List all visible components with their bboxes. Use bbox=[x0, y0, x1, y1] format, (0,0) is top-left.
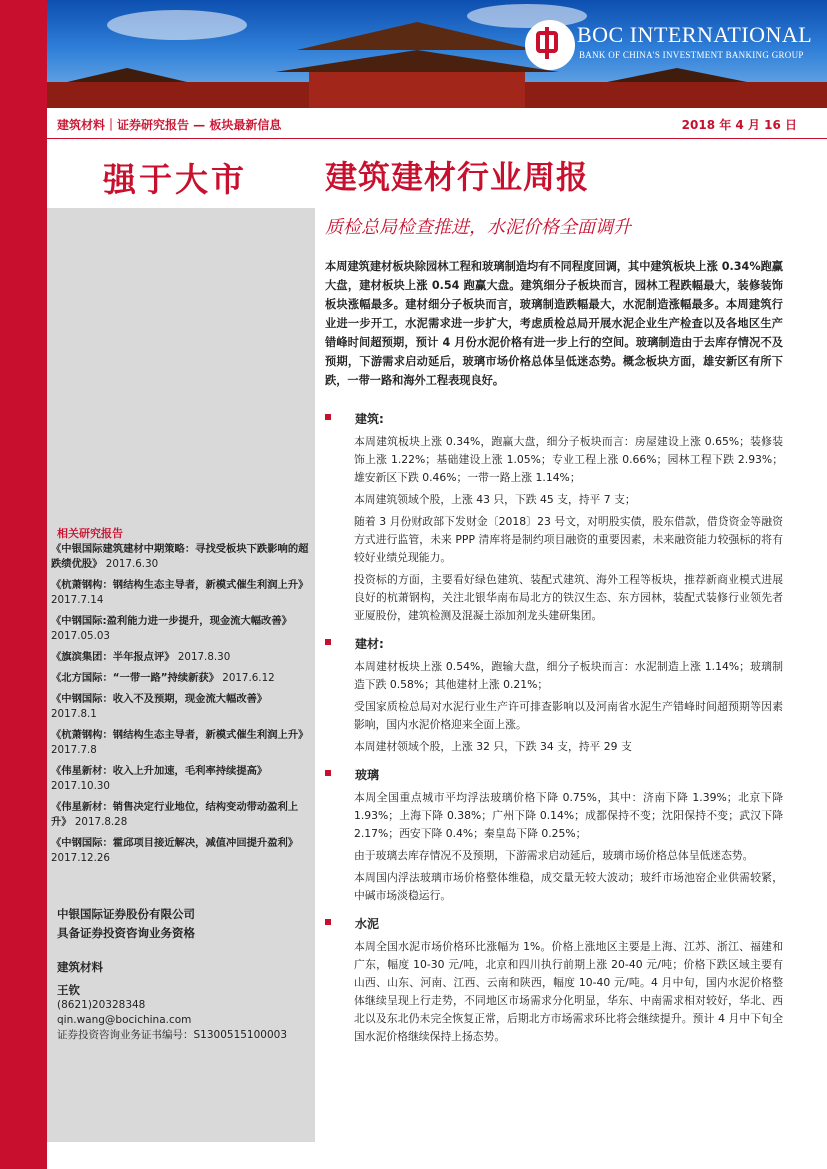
palace-hall bbox=[309, 72, 525, 108]
related-report-date: 2017.8.28 bbox=[74, 816, 128, 828]
related-report-name: 《中钢国际：收入不及预期，现金流大幅改善》 bbox=[51, 693, 268, 705]
cloud-decoration bbox=[107, 10, 247, 40]
square-bullet-icon bbox=[325, 919, 331, 925]
report-content bbox=[325, 410, 783, 1056]
analyst-info bbox=[57, 960, 287, 1043]
report-subheader bbox=[47, 108, 827, 139]
related-report-item bbox=[51, 671, 313, 686]
section-paragraph: 本周建材板块上涨 0.54%，跑输大盘，细分子板块而言：水泥制造上涨 1.14%；玻璃制造下跌 0.58%；其他建材上涨 0.21%； bbox=[354, 660, 783, 691]
report-date: 2018 年 4 月 16 日 bbox=[681, 118, 797, 132]
section-paragraph: 本周国内浮法玻璃市场价格整体维稳，成交量无较大波动；玻纤市场池窑企业供需较紧，中碱市场淡稳运行。 bbox=[354, 871, 783, 902]
header-banner bbox=[47, 0, 827, 108]
related-report-date: 2017.8.30 bbox=[177, 651, 231, 663]
section-heading-text: 水泥 bbox=[355, 917, 380, 931]
related-reports-list bbox=[51, 542, 313, 872]
related-report-date: 2017.6.30 bbox=[105, 558, 159, 570]
related-report-name: 《杭萧钢构：钢结构生态主导者，新模式催生利润上升》 bbox=[51, 579, 309, 591]
palace-roof bbox=[275, 50, 559, 72]
side-roof bbox=[607, 68, 747, 82]
related-report-item bbox=[51, 764, 313, 794]
related-report-item bbox=[51, 800, 313, 830]
related-report-name: 《北方国际：“一带一路”持续新获》 bbox=[51, 672, 219, 684]
side-roof bbox=[67, 68, 187, 82]
related-report-date: 2017.6.12 bbox=[222, 672, 275, 684]
related-report-date: 2017.7.8 bbox=[51, 744, 97, 756]
square-bullet-icon bbox=[325, 639, 331, 645]
related-report-name: 《中钢国际:盈利能力进一步提升，现金流大幅改善》 bbox=[51, 615, 292, 627]
report-summary: 本周建筑建材板块除园林工程和玻璃制造均有不同程度回调，其中建筑板块上涨 0.34%跑赢大盘，建材板块上涨 0.54 跑赢大盘。建筑细分子板块而言，园林工程跌幅最大，装修装饰板块涨幅最多。建材细分子板块而言，玻璃制造跌幅最大，水泥制造涨幅最多。本周建筑行业进一步开工，水泥需求进一步扩大，考虑质检总局开展水泥企业生产检查以及各地区生产错峰时间超预期，预计 4 月份水泥价格有进一步上行的空间。玻璃制造由于去库存情况不及预期，下游需求启动延后，玻璃市场价格总体呈低迷态势。概念板块方面，雄安新区有所下跌，一带一路和海外工程表现良好。 bbox=[325, 260, 783, 387]
sidebar bbox=[47, 142, 315, 1142]
rating-box bbox=[47, 142, 315, 208]
section-paragraph: 随着 3 月份财政部下发财金〔2018〕23 号文，对明股实债，股东借款，借贷资金等融资方式进行监管，未来 PPP 清库将是制约项目融资的重要因素，未来融资能力较强标的将有较好业绩兑现能力。 bbox=[354, 515, 783, 564]
analyst-cert: 证券投资咨询业务证书编号：S1300515100003 bbox=[57, 1029, 288, 1041]
related-report-date: 2017.10.30 bbox=[51, 780, 110, 792]
square-bullet-icon bbox=[325, 414, 331, 420]
brand-name: BOC INTERNATIONAL bbox=[577, 22, 813, 47]
report-title: 建筑建材行业周报 bbox=[325, 158, 590, 196]
boc-logo-icon bbox=[525, 20, 575, 70]
section-paragraph: 本周全国水泥市场价格环比涨幅为 1%。价格上涨地区主要是上海、江苏、浙江、福建和广东，幅度 10-30 元/吨，北京和四川执行前期上涨 20-40 元/吨；价格下跌区域主要有山西、山东、河南、江西、云南和陕西，幅度 10-40 元/吨。4 月中旬，国内水泥价格整体继续呈现上行走势，不同地区市场需求分化明显，华东、中南需求相对较好，华北、西北以及东北仍未完全恢复正常，后期北方市场需求环比将会继续提升。预计 4 月中下旬全国水泥价格继续保持上扬态势。 bbox=[354, 940, 783, 1043]
palace-wall bbox=[47, 82, 317, 108]
section-paragraph: 受国家质检总局对水泥行业生产许可排查影响以及河南省水泥生产错峰时间超预期等因素影响，国内水泥价格迎来全面上涨。 bbox=[354, 700, 783, 731]
related-reports-title: 相关研究报告 bbox=[57, 527, 123, 540]
analyst-sector: 建筑材料 bbox=[57, 960, 103, 974]
related-report-item bbox=[51, 578, 313, 608]
analyst-name: 王钦 bbox=[57, 983, 80, 997]
related-report-item bbox=[51, 692, 313, 722]
section-heading bbox=[325, 635, 783, 652]
related-report-date: 2017.7.14 bbox=[51, 594, 104, 606]
section-heading bbox=[325, 766, 783, 783]
rating-label: 强于大市 bbox=[103, 160, 247, 199]
company-info bbox=[57, 905, 195, 943]
related-report-item bbox=[51, 650, 313, 665]
brand-subtitle: BANK OF CHINA'S INVESTMENT BANKING GROUP bbox=[579, 50, 804, 60]
report-category: 建筑材料｜证券研究报告 — 板块最新信息 bbox=[57, 118, 282, 132]
left-red-bar bbox=[0, 0, 47, 1169]
related-report-date: 2017.8.1 bbox=[51, 708, 97, 720]
section-paragraph: 由于玻璃去库存情况不及预期，下游需求启动延后，玻璃市场价格总体呈低迷态势。 bbox=[354, 849, 754, 862]
section-heading-text: 建材: bbox=[355, 637, 384, 651]
related-report-name: 《旗滨集团：半年报点评》 bbox=[51, 651, 175, 663]
section-heading-text: 玻璃 bbox=[355, 768, 380, 782]
report-subtitle: 质检总局检查推进，水泥价格全面调升 bbox=[325, 217, 631, 238]
section-paragraph: 本周建材领域个股，上涨 32 只，下跌 34 支，持平 29 支 bbox=[354, 740, 632, 753]
section-paragraph: 投资标的方面，主要看好绿色建筑、装配式建筑、海外工程等板块，推荐新商业模式进展良好的杭萧钢构，关注北银华南布局北方的铁汉生态、东方园林，装配式装修行业领先者亚厦股份，建筑检测及混凝土添加剂龙头建研集团。 bbox=[354, 573, 783, 622]
related-report-item bbox=[51, 836, 313, 866]
section-heading-text: 建筑: bbox=[355, 412, 384, 426]
related-report-name: 《中钢国际：霍邱项目接近解决，减值冲回提升盈利》 bbox=[51, 837, 299, 849]
section-paragraph: 本周全国重点城市平均浮法玻璃价格下降 0.75%，其中：济南下降 1.39%；北京下降 1.93%；上海下降 0.38%；广州下降 0.14%；成都保持不变；沈阳保持不变；武汉下降 2.17%；西安下降 0.4%；秦皇岛下降 0.25%； bbox=[354, 791, 783, 840]
related-report-name: 《伟星新材：销售决定行业地位，结构变动带动盈利上升》 bbox=[51, 801, 299, 828]
company-name: 中银国际证券股份有限公司 bbox=[57, 907, 195, 921]
related-report-item bbox=[51, 728, 313, 758]
company-qualification: 具备证券投资咨询业务资格 bbox=[57, 926, 195, 940]
related-report-date: 2017.12.26 bbox=[51, 852, 110, 864]
section-paragraph: 本周建筑板块上涨 0.34%，跑赢大盘，细分子板块而言：房屋建设上涨 0.65%；装修装饰上涨 1.22%；基础建设上涨 1.05%；专业工程上涨 0.66%；园林工程下跌 2.93%；雄安新区下跌 0.46%；一带一路上涨 1.14%； bbox=[354, 435, 783, 484]
related-report-name: 《伟星新材：收入上升加速，毛利率持续提高》 bbox=[51, 765, 268, 777]
section-paragraph: 本周建筑领域个股，上涨 43 只，下跌 45 支，持平 7 支； bbox=[354, 493, 636, 506]
analyst-phone: (8621)20328348 bbox=[57, 999, 146, 1011]
section-heading bbox=[325, 410, 783, 427]
related-report-date: 2017.05.03 bbox=[51, 630, 110, 642]
analyst-email: qin.wang@bocichina.com bbox=[57, 1014, 192, 1026]
palace-wall bbox=[517, 82, 827, 108]
palace-roof bbox=[297, 22, 537, 50]
related-report-name: 《中银国际建筑建材中期策略：寻找受板块下跌影响的超跌绩优股》 bbox=[51, 543, 309, 570]
section-heading bbox=[325, 915, 783, 932]
related-report-item bbox=[51, 542, 313, 572]
square-bullet-icon bbox=[325, 770, 331, 776]
related-report-item bbox=[51, 614, 313, 644]
related-report-name: 《杭萧钢构：钢结构生态主导者，新模式催生利润上升》 bbox=[51, 729, 309, 741]
